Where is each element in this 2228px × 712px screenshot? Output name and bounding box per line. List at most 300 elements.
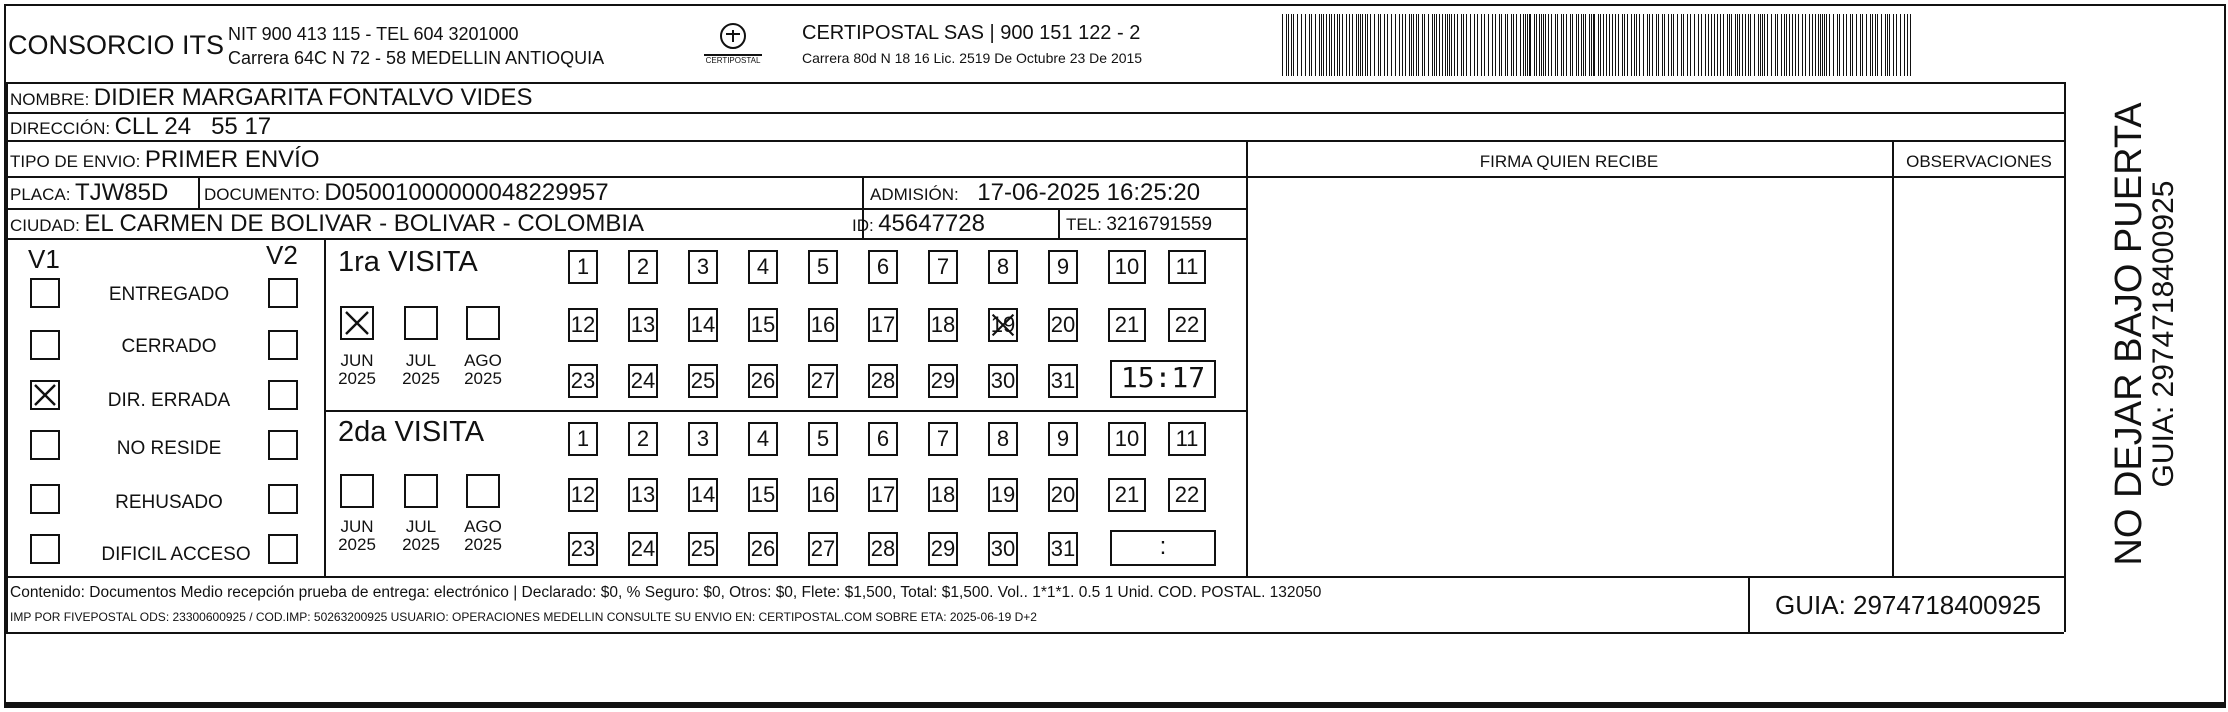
- barcode-bar: [1805, 14, 1806, 76]
- second-visit-day-box[interactable]: [568, 478, 598, 512]
- second-visit-day-box[interactable]: [628, 478, 658, 512]
- option-no-reside: NO RESIDE: [116, 438, 222, 459]
- first-visit-day-number: 26: [750, 368, 776, 393]
- second-visit-day-box[interactable]: [988, 478, 1018, 512]
- second-visit-day-number: 18: [930, 482, 956, 507]
- second-visit-day-number: 4: [756, 426, 770, 451]
- barcode-bar: [1760, 14, 1761, 76]
- first-visit-day-number: 3: [696, 254, 710, 279]
- barcode-bar: [1309, 14, 1310, 76]
- first-visit-month-jun: JUN 2025: [338, 351, 376, 388]
- barcode-bar: [1612, 14, 1613, 76]
- barcode-bar: [1432, 14, 1433, 76]
- nombre-row: [10, 84, 533, 112]
- first-visit-day-box[interactable]: [1048, 364, 1078, 398]
- barcode-bar: [1627, 14, 1628, 76]
- placa-row: [10, 179, 168, 207]
- first-visit-day-box[interactable]: [808, 308, 838, 342]
- first-visit-jun-checkbox[interactable]: [340, 306, 374, 340]
- barcode-bar: [1795, 14, 1796, 76]
- barcode-bar: [1708, 14, 1709, 76]
- barcode-bar: [1870, 14, 1871, 76]
- barcode-bar: [1334, 14, 1335, 76]
- barcode-bar: [1384, 14, 1385, 76]
- barcode-bar: [1701, 14, 1702, 76]
- v1-header: V1: [28, 244, 60, 274]
- v1-cerrado-checkbox[interactable]: [30, 330, 60, 360]
- second-visit-day-number: 13: [630, 482, 656, 507]
- barcode-bar: [1362, 14, 1363, 76]
- barcode-bar: [1681, 14, 1682, 76]
- rule-bottom: [6, 632, 2064, 634]
- barcode-bar: [1739, 14, 1740, 76]
- v1-rehusado-checkbox[interactable]: [30, 484, 60, 514]
- first-visit-day-box[interactable]: [688, 308, 718, 342]
- first-visit-day-box[interactable]: [748, 250, 778, 284]
- barcode-bar: [1833, 14, 1834, 76]
- barcode-bar: [1862, 14, 1863, 76]
- barcode-bar: [1416, 14, 1417, 76]
- tipo-row: [10, 146, 320, 174]
- barcode-bar: [1866, 14, 1867, 76]
- firma-header: FIRMA QUIEN RECIBE: [1479, 152, 1659, 171]
- barcode-bar: [1507, 14, 1508, 76]
- first-visit-day-box[interactable]: [1108, 250, 1146, 284]
- barcode-bar: [1466, 14, 1467, 76]
- rule-obs-left: [1892, 140, 1894, 576]
- first-visit-day-number: 16: [810, 312, 836, 337]
- v2-header: V2: [266, 240, 298, 270]
- tel-row: [1066, 214, 1212, 236]
- barcode-bar: [1505, 14, 1506, 76]
- first-visit-day-box[interactable]: [568, 364, 598, 398]
- carrier-name: CERTIPOSTAL SAS | 900 151 122 - 2: [802, 22, 1141, 44]
- second-visit-day-box[interactable]: [1048, 478, 1078, 512]
- barcode-bar: [1818, 14, 1819, 76]
- barcode-bar: [1288, 14, 1289, 76]
- barcode-bar: [1750, 14, 1751, 76]
- barcode-bar: [1525, 14, 1526, 76]
- first-visit-time: 15:17: [1120, 361, 1206, 394]
- barcode-bar: [1367, 14, 1368, 76]
- barcode-bar: [1291, 14, 1292, 76]
- second-visit-day-number: 14: [690, 482, 716, 507]
- option-dificil-acceso: DIFICIL ACCESO: [101, 544, 251, 565]
- first-visit-day-number: 25: [690, 368, 716, 393]
- barcode-bar: [1463, 14, 1464, 76]
- barcode-bar: [1551, 14, 1552, 76]
- rule-firma-header: [1246, 176, 2064, 178]
- barcode-bar: [1606, 14, 1607, 76]
- barcode-bar: [1904, 14, 1905, 76]
- barcode-bar: [1545, 14, 1546, 76]
- first-visit-day-number: 2: [636, 254, 650, 279]
- first-visit-day-box[interactable]: [868, 364, 898, 398]
- second-visit-day-number: 1: [576, 426, 590, 451]
- barcode-bar: [1694, 14, 1695, 76]
- rule-footer: [6, 576, 2064, 578]
- barcode-bar: [1591, 14, 1592, 76]
- first-visit-day-box[interactable]: [1168, 308, 1206, 342]
- barcode-bar: [1461, 14, 1462, 76]
- second-visit-day-box[interactable]: [748, 478, 778, 512]
- barcode-bar: [1896, 14, 1897, 76]
- first-visit-day-box[interactable]: [688, 250, 718, 284]
- barcode-bar: [1809, 14, 1810, 76]
- barcode-bar: [1436, 14, 1437, 76]
- second-visit-day-box[interactable]: [928, 478, 958, 512]
- barcode-bar: [1534, 14, 1535, 76]
- second-visit-day-box[interactable]: [868, 422, 898, 456]
- barcode-bar: [1729, 14, 1730, 76]
- v1-dir-errada-checkbox[interactable]: [30, 380, 60, 410]
- second-visit-time: :: [1159, 533, 1167, 560]
- first-visit-day-number: 27: [810, 368, 836, 393]
- second-visit-day-box[interactable]: [1168, 478, 1206, 512]
- second-visit-day-box[interactable]: [868, 532, 898, 566]
- barcode-bar: [1777, 14, 1778, 76]
- first-visit-day-box[interactable]: [928, 308, 958, 342]
- second-visit-day-number: 28: [870, 536, 896, 561]
- barcode-bar: [1647, 14, 1648, 76]
- first-visit-day-box[interactable]: [1048, 308, 1078, 342]
- first-visit-month-ago: AGO 2025: [464, 351, 502, 388]
- barcode-bar: [1561, 14, 1562, 76]
- barcode-bar: [1566, 14, 1567, 76]
- direccion-value: CLL 24 55 17: [114, 113, 272, 140]
- second-visit-day-box[interactable]: [808, 478, 838, 512]
- barcode-bar: [1454, 14, 1455, 76]
- barcode-bar: [1315, 14, 1316, 76]
- first-visit-day-box[interactable]: [568, 250, 598, 284]
- barcode-bar: [1449, 14, 1450, 76]
- barcode-bar: [1636, 14, 1637, 76]
- barcode-bar: [1402, 14, 1403, 76]
- first-visit-day-number: 31: [1050, 368, 1076, 393]
- first-visit-day-box[interactable]: [688, 364, 718, 398]
- second-visit-day-number: 27: [810, 536, 836, 561]
- barcode-bar: [1529, 14, 1531, 76]
- rule-left: [6, 82, 8, 632]
- first-visit-day-box[interactable]: [748, 364, 778, 398]
- first-visit-day-box[interactable]: [988, 308, 1018, 342]
- v1-dificil-acceso-checkbox[interactable]: [30, 534, 60, 564]
- x-mark-icon: [342, 308, 372, 338]
- barcode-bar: [1754, 14, 1755, 76]
- rule-tipo: [6, 176, 1246, 178]
- documento-value: D05001000000048229957: [324, 179, 609, 206]
- rule-nombre: [6, 112, 2064, 114]
- barcode-bar: [1767, 14, 1768, 76]
- first-visit-day-box[interactable]: [808, 250, 838, 284]
- first-visit-day-box[interactable]: [988, 250, 1018, 284]
- barcode-bar: [1523, 14, 1524, 76]
- barcode-bar: [1578, 14, 1579, 76]
- barcode-bar: [1321, 14, 1322, 76]
- second-visit-day-number: 22: [1174, 482, 1200, 507]
- barcode-bar: [1585, 14, 1586, 76]
- barcode-bar: [1792, 14, 1793, 76]
- rule-firma-left: [1246, 140, 1248, 576]
- barcode-bar: [1786, 14, 1787, 76]
- second-visit-day-box[interactable]: [568, 422, 598, 456]
- logo-text: CERTIPOSTAL: [705, 56, 761, 65]
- barcode-bar: [1286, 14, 1287, 76]
- ciudad-label: CIUDAD:: [10, 216, 80, 235]
- documento-label: DOCUMENTO:: [204, 185, 320, 204]
- barcode-bar: [1520, 14, 1521, 76]
- barcode-bar: [1543, 14, 1544, 76]
- barcode-bar: [1875, 14, 1876, 76]
- ciudad-row: [10, 210, 644, 238]
- barcode-bar: [1748, 14, 1749, 76]
- first-visit-ago-checkbox[interactable]: [466, 306, 500, 340]
- barcode-bar: [1581, 14, 1582, 76]
- first-visit-day-number: 17: [870, 312, 896, 337]
- first-visit-day-box[interactable]: [748, 308, 778, 342]
- barcode-bar: [1781, 14, 1782, 76]
- barcode-bar: [1481, 14, 1482, 76]
- barcode-bar: [1319, 14, 1320, 76]
- barcode-bar: [1812, 14, 1813, 76]
- barcode-bar: [1541, 14, 1542, 76]
- first-visit-day-box[interactable]: [1168, 250, 1206, 284]
- barcode-bar: [1822, 14, 1823, 76]
- barcode-bar: [1331, 14, 1332, 76]
- barcode-bar: [1690, 14, 1691, 76]
- barcode-bar: [1457, 14, 1458, 76]
- second-visit-month-jul: JUL 2025: [402, 517, 440, 554]
- barcode-bar: [1391, 14, 1392, 76]
- barcode-bar: [1662, 14, 1663, 76]
- barcode-bar: [1356, 14, 1357, 76]
- contents-line: Contenido: Documentos Medio recepción prueba de entrega: electrónico | Declarado: $0, % Seguro: $0, Otros: $0, Flete: $1,500, Total: $1,500. Vol.. 1*1*1. 0.5 1 Unid. COD. POSTAL. 132050: [10, 584, 1322, 601]
- barcode-bar: [1737, 14, 1738, 76]
- second-visit-day-box[interactable]: [928, 532, 958, 566]
- first-visit-day-number: 8: [996, 254, 1010, 279]
- option-cerrado: CERRADO: [121, 336, 217, 357]
- side-guia-number: GUIA: 2974718400925: [2147, 180, 2180, 488]
- barcode-bar: [1624, 14, 1625, 76]
- second-visit-day-box[interactable]: [688, 532, 718, 566]
- first-visit-day-box[interactable]: [868, 308, 898, 342]
- second-visit-title: 2da VISITA: [338, 416, 485, 448]
- option-rehusado: REHUSADO: [115, 492, 223, 513]
- second-visit-jul-checkbox[interactable]: [404, 474, 438, 508]
- v2-entregado-checkbox[interactable]: [268, 278, 298, 308]
- second-visit-day-box[interactable]: [1108, 478, 1146, 512]
- barcode-bar: [1293, 14, 1294, 76]
- second-visit-day-box[interactable]: [748, 422, 778, 456]
- barcode-bar: [1687, 14, 1688, 76]
- first-visit-day-number: 28: [870, 368, 896, 393]
- barcode-bar: [1717, 14, 1718, 76]
- barcode-bar: [1826, 14, 1827, 76]
- barcode-bar: [1705, 14, 1706, 76]
- second-visit-jun-checkbox[interactable]: [340, 474, 374, 508]
- second-visit-ago-checkbox[interactable]: [466, 474, 500, 508]
- barcode-bar: [1673, 14, 1674, 76]
- barcode-bar: [1563, 14, 1564, 76]
- barcode-bar: [1447, 14, 1448, 76]
- barcode-bar: [1600, 14, 1601, 76]
- barcode-bar: [1714, 14, 1715, 76]
- barcode-bar: [1548, 14, 1549, 76]
- nombre-value: DIDIER MARGARITA FONTALVO VIDES: [93, 84, 533, 111]
- second-visit-day-box[interactable]: [868, 478, 898, 512]
- barcode-bar: [1622, 14, 1623, 76]
- ciudad-value: EL CARMEN DE BOLIVAR - BOLIVAR - COLOMBIA: [84, 210, 645, 237]
- second-visit-day-number: 20: [1050, 482, 1076, 507]
- barcode-bar: [1572, 14, 1573, 76]
- second-visit-day-box[interactable]: [748, 532, 778, 566]
- second-visit-day-box[interactable]: [688, 478, 718, 512]
- barcode-bar: [1342, 14, 1343, 76]
- right-edge-line: [2224, 4, 2226, 708]
- no-dejar-bajo-puerta: NO DEJAR BAJO PUERTA: [2108, 102, 2150, 566]
- barcode-bar: [1282, 14, 1283, 76]
- second-visit-day-box[interactable]: [628, 532, 658, 566]
- barcode-bar: [1771, 14, 1772, 76]
- first-visit-day-box[interactable]: [868, 250, 898, 284]
- v2-dir-errada-checkbox[interactable]: [268, 380, 298, 410]
- first-visit-day-box[interactable]: [988, 364, 1018, 398]
- second-visit-day-box[interactable]: [1108, 422, 1146, 456]
- v2-cerrado-checkbox[interactable]: [268, 330, 298, 360]
- second-visit-day-box[interactable]: [988, 532, 1018, 566]
- first-visit-day-box[interactable]: [1108, 308, 1146, 342]
- signature-area: [1250, 180, 1888, 572]
- first-visit-day-number: 18: [930, 312, 956, 337]
- barcode-bar: [1839, 14, 1840, 76]
- second-visit-day-number: 8: [996, 426, 1010, 451]
- first-visit-jul-checkbox[interactable]: [404, 306, 438, 340]
- barcode-bar: [1639, 14, 1640, 76]
- barcode-bar: [1516, 14, 1517, 76]
- second-visit-day-box[interactable]: [1048, 532, 1078, 566]
- barcode-bar: [1881, 14, 1882, 76]
- barcode-bar: [1889, 14, 1890, 76]
- barcode: [1282, 14, 1918, 76]
- barcode-bar: [1885, 14, 1886, 76]
- barcode-bar: [1856, 14, 1857, 76]
- rule-ciudad: [6, 238, 1246, 240]
- barcode-bar: [1557, 14, 1558, 76]
- direccion-label: DIRECCIÓN:: [10, 119, 111, 138]
- first-visit-day-box[interactable]: [628, 364, 658, 398]
- second-visit-day-box[interactable]: [628, 422, 658, 456]
- second-visit-day-box[interactable]: [688, 422, 718, 456]
- first-visit-day-number: 24: [630, 368, 656, 393]
- v1-entregado-checkbox[interactable]: [30, 278, 60, 308]
- first-visit-day-box[interactable]: [808, 364, 838, 398]
- second-visit-month-jun: JUN 2025: [338, 517, 376, 554]
- x-mark-icon: [32, 382, 58, 408]
- barcode-bar: [1339, 14, 1340, 76]
- id-label: ID:: [852, 216, 874, 235]
- second-visit-day-number: 30: [990, 536, 1016, 561]
- barcode-bar: [1820, 14, 1821, 76]
- first-visit-day-number: 6: [876, 254, 890, 279]
- barcode-bar: [1603, 14, 1604, 76]
- certipostal-logo: [700, 20, 766, 70]
- first-visit-time-field[interactable]: [1110, 360, 1216, 398]
- barcode-bar: [1422, 14, 1423, 76]
- barcode-bar: [1837, 14, 1838, 76]
- first-visit-day-box[interactable]: [928, 250, 958, 284]
- barcode-bar: [1658, 14, 1659, 76]
- barcode-bar: [1764, 14, 1765, 76]
- v1-no-reside-checkbox[interactable]: [30, 430, 60, 460]
- second-visit-day-number: 26: [750, 536, 776, 561]
- barcode-bar: [1872, 14, 1873, 76]
- barcode-bar: [1677, 14, 1678, 76]
- barcode-bar: [1442, 14, 1443, 76]
- rule-tel: [1058, 208, 1060, 238]
- barcode-bar: [1652, 14, 1653, 76]
- first-visit-day-number: 20: [1050, 312, 1076, 337]
- v2-dificil-acceso-checkbox[interactable]: [268, 534, 298, 564]
- v2-rehusado-checkbox[interactable]: [268, 484, 298, 514]
- barcode-bar: [1598, 14, 1599, 76]
- second-visit-day-number: 21: [1114, 482, 1140, 507]
- first-visit-day-box[interactable]: [628, 308, 658, 342]
- barcode-bar: [1583, 14, 1584, 76]
- second-visit-day-box[interactable]: [568, 532, 598, 566]
- second-visit-day-box[interactable]: [988, 422, 1018, 456]
- id-row: [852, 210, 985, 238]
- barcode-bar: [1789, 14, 1790, 76]
- barcode-bar: [1727, 14, 1728, 76]
- first-visit-day-number: 5: [816, 254, 830, 279]
- first-visit-day-box[interactable]: [928, 364, 958, 398]
- barcode-bar: [1798, 14, 1799, 76]
- first-visit-day-number: 23: [570, 368, 596, 393]
- first-visit-day-box[interactable]: [568, 308, 598, 342]
- barcode-bar: [1492, 14, 1493, 76]
- second-visit-day-number: 6: [876, 426, 890, 451]
- nombre-label: NOMBRE:: [10, 90, 90, 109]
- print-info-line: IMP POR FIVEPOSTAL ODS: 23300600925 / COD.IMP: 50263200925 USUARIO: OPERACIONES MEDELLIN CONSULTE SU ENVIO EN: CERTIPOSTAL.COM SOBRE ETA: 2025-06-19 D+2: [10, 610, 1037, 624]
- second-visit-time-field[interactable]: [1110, 530, 1216, 566]
- barcode-bar: [1589, 14, 1590, 76]
- second-visit-day-number: 9: [1056, 426, 1070, 451]
- second-visit-day-number: 11: [1175, 426, 1199, 451]
- second-visit-day-box[interactable]: [1168, 422, 1206, 456]
- second-visit-day-box[interactable]: [808, 422, 838, 456]
- second-visit-day-box[interactable]: [1048, 422, 1078, 456]
- first-visit-day-number: 7: [936, 254, 950, 279]
- rule-right: [2064, 82, 2066, 632]
- barcode-bar: [1649, 14, 1650, 76]
- v2-no-reside-checkbox[interactable]: [268, 430, 298, 460]
- barcode-bar: [1370, 14, 1371, 76]
- rule-visit-left: [324, 238, 326, 576]
- observaciones-header: OBSERVACIONES: [1906, 152, 2052, 171]
- second-visit-day-box[interactable]: [808, 532, 838, 566]
- barcode-bar: [1346, 14, 1347, 76]
- first-visit-day-number: 30: [990, 368, 1016, 393]
- id-value: 45647728: [878, 210, 985, 237]
- first-visit-day-box[interactable]: [628, 250, 658, 284]
- second-visit-day-number: 16: [810, 482, 836, 507]
- first-visit-day-number: 15: [750, 312, 776, 337]
- first-visit-day-box[interactable]: [1048, 250, 1078, 284]
- direccion-row: [10, 113, 271, 141]
- second-visit-day-number: 24: [630, 536, 656, 561]
- barcode-bar: [1877, 14, 1878, 76]
- second-visit-day-box[interactable]: [928, 422, 958, 456]
